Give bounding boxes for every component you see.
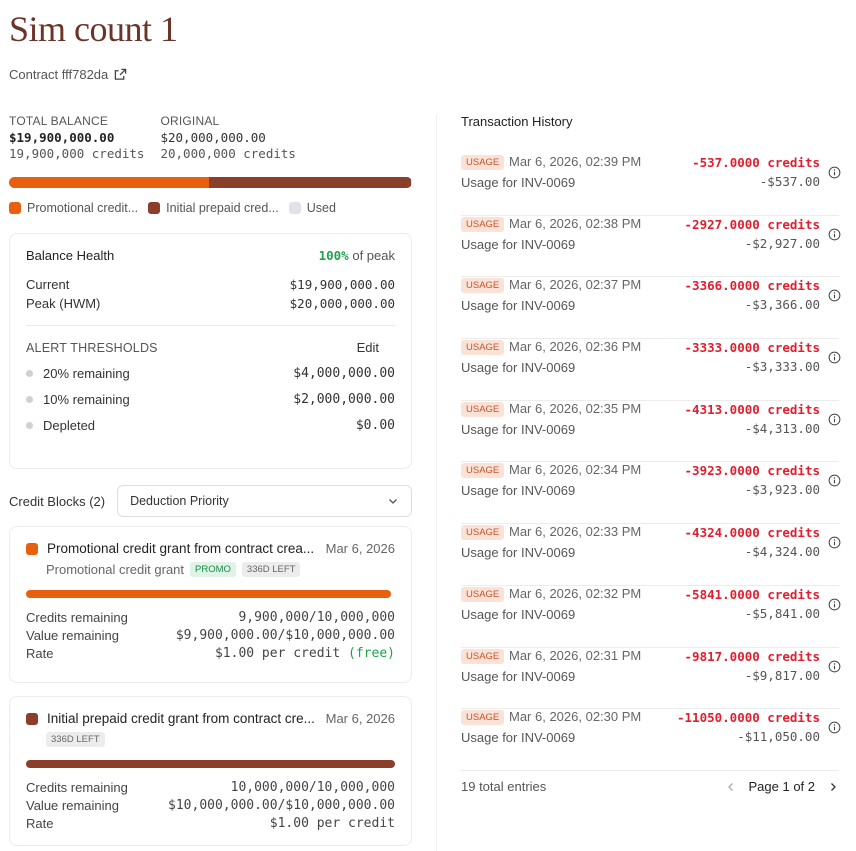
value-label: Value remaining	[26, 798, 119, 813]
transaction-usd: -$9,817.00	[744, 667, 820, 683]
external-link-icon[interactable]	[114, 68, 127, 81]
health-percent	[319, 248, 395, 263]
credit-block-prepaid[interactable]	[9, 696, 412, 846]
rate-free: (free)	[348, 646, 395, 661]
transaction-usd: -$4,313.00	[744, 420, 820, 436]
usage-badge: USAGE	[461, 710, 504, 725]
usage-badge: USAGE	[461, 649, 504, 664]
transaction-description: Usage for INV-0069	[461, 298, 576, 314]
current-row	[26, 277, 395, 292]
value-value: $10,000,000.00/$10,000,000.00	[168, 798, 395, 813]
transaction-description: Usage for INV-0069	[461, 360, 576, 376]
original-label: ORIGINAL	[160, 114, 220, 128]
credits-label: Credits remaining	[26, 780, 128, 795]
left-column	[9, 114, 412, 846]
transaction-description: Usage for INV-0069	[461, 730, 576, 746]
transaction-date: Mar 6, 2026, 02:32 PM	[509, 585, 642, 601]
chevron-right-icon[interactable]	[827, 781, 839, 793]
block-date: Mar 6, 2026	[325, 541, 395, 556]
threshold-row	[26, 418, 395, 433]
info-icon[interactable]	[828, 166, 841, 179]
transaction-row[interactable]	[461, 277, 839, 339]
transaction-list	[461, 154, 839, 771]
transaction-usd: -$2,927.00	[744, 235, 820, 251]
transaction-usd: -$3,923.00	[744, 482, 820, 498]
transaction-row[interactable]	[461, 339, 839, 401]
value-value: $9,900,000.00/$10,000,000.00	[175, 628, 395, 643]
transaction-usd: -$3,333.00	[744, 359, 820, 375]
transaction-date: Mar 6, 2026, 02:30 PM	[509, 709, 642, 725]
threshold-dot	[26, 422, 33, 429]
transaction-usd: -$4,324.00	[744, 544, 820, 560]
promotional-swatch	[26, 543, 38, 555]
edit-thresholds-button[interactable]: Edit	[356, 340, 379, 355]
legend-prepaid	[148, 201, 279, 215]
peak-row	[26, 296, 395, 311]
total-balance-value: $19,900,000.00	[9, 130, 115, 145]
health-title: Balance Health	[26, 248, 115, 263]
value-label: Value remaining	[26, 628, 119, 643]
chevron-down-icon	[387, 495, 399, 507]
transaction-date: Mar 6, 2026, 02:31 PM	[509, 647, 642, 663]
transaction-usd: -$3,366.00	[744, 297, 820, 313]
original-value: $20,000,000.00	[160, 130, 266, 145]
threshold-label: 10% remaining	[43, 392, 130, 407]
block-progress-bar	[26, 590, 391, 598]
credit-block-promotional[interactable]	[9, 526, 412, 683]
transaction-description: Usage for INV-0069	[461, 421, 576, 437]
threshold-row	[26, 366, 395, 381]
peak-label: Peak (HWM)	[26, 296, 101, 311]
promotional-segment	[9, 177, 209, 188]
prepaid-segment	[209, 177, 411, 188]
info-icon[interactable]	[828, 536, 841, 549]
transaction-usd: -$11,050.00	[737, 729, 820, 745]
peak-value: $20,000,000.00	[289, 296, 395, 311]
threshold-value: $0.00	[355, 418, 395, 433]
credit-blocks-header	[9, 485, 412, 517]
usage-badge: USAGE	[461, 587, 504, 602]
transaction-description: Usage for INV-0069	[461, 668, 576, 684]
transaction-credits: -537.0000 credits	[692, 155, 820, 170]
select-value: Deduction Priority	[130, 494, 229, 508]
rate-label: Rate	[26, 816, 54, 831]
promotional-swatch	[9, 202, 21, 214]
legend-promotional	[9, 201, 138, 215]
transaction-history-title: Transaction History	[461, 114, 573, 129]
current-value: $19,900,000.00	[289, 277, 395, 292]
page-indicator: Page 1 of 2	[748, 779, 815, 794]
page-title: Sim count 1	[9, 9, 178, 49]
transaction-row[interactable]	[461, 462, 839, 524]
prepaid-swatch	[148, 202, 160, 214]
info-icon[interactable]	[828, 660, 841, 673]
transaction-row[interactable]	[461, 586, 839, 648]
transaction-usd: -$5,841.00	[744, 605, 820, 621]
balance-health-card	[9, 233, 412, 469]
pagination	[461, 779, 839, 794]
block-progress-bar	[26, 760, 395, 768]
block-subtitle: Promotional credit grant	[46, 562, 185, 577]
transaction-description: Usage for INV-0069	[461, 483, 576, 499]
transaction-credits: -3333.0000 credits	[684, 340, 820, 356]
threshold-list	[26, 366, 395, 433]
prepaid-swatch	[26, 713, 38, 725]
total-balance	[9, 114, 144, 161]
legend-label: Used	[306, 201, 336, 215]
transaction-row[interactable]	[461, 401, 839, 463]
transaction-date: Mar 6, 2026, 02:36 PM	[509, 339, 642, 355]
threshold-dot	[26, 370, 33, 377]
threshold-row	[26, 392, 395, 407]
threshold-label: Depleted	[43, 418, 96, 433]
contract-link[interactable]	[9, 67, 127, 82]
transaction-credits: -11050.0000 credits	[677, 710, 820, 726]
usage-badge: USAGE	[461, 217, 504, 232]
rate-value: $1.00 per credit	[214, 646, 341, 661]
transaction-description: Usage for INV-0069	[461, 236, 576, 252]
credits-value: 10,000,000/10,000,000	[230, 780, 395, 795]
alerts-label: ALERT THRESHOLDS	[26, 340, 158, 355]
threshold-value: $4,000,000.00	[293, 366, 395, 381]
block-name: Promotional credit grant from contract crea...	[47, 541, 315, 556]
block-name: Initial prepaid credit grant from contract cre...	[47, 711, 315, 726]
transaction-row[interactable]	[461, 709, 839, 771]
transaction-row[interactable]	[461, 524, 839, 586]
transaction-usd: -$537.00	[759, 174, 820, 189]
block-date: Mar 6, 2026	[325, 711, 395, 726]
usage-badge: USAGE	[461, 525, 504, 540]
transaction-row[interactable]	[461, 154, 839, 216]
rate-value: $1.00 per credit	[269, 816, 395, 831]
original-balance	[160, 114, 295, 161]
legend-label: Promotional credit...	[27, 201, 139, 215]
transaction-description: Usage for INV-0069	[461, 175, 576, 190]
usage-badge: USAGE	[461, 402, 504, 417]
transaction-description: Usage for INV-0069	[461, 545, 576, 561]
info-icon[interactable]	[828, 351, 841, 364]
info-icon[interactable]	[828, 289, 841, 302]
transaction-credits: -9817.0000 credits	[684, 648, 820, 664]
balance-summary	[9, 114, 412, 161]
usage-badge: USAGE	[461, 278, 504, 293]
transaction-date: Mar 6, 2026, 02:33 PM	[509, 524, 642, 540]
chevron-left-icon[interactable]	[725, 781, 737, 793]
credits-value: 9,900,000/10,000,000	[238, 610, 395, 625]
days-left-tag: 336D LEFT	[242, 562, 301, 577]
current-label: Current	[26, 277, 70, 292]
transaction-credits: -4313.0000 credits	[684, 401, 820, 417]
usage-badge: USAGE	[461, 340, 504, 355]
transaction-date: Mar 6, 2026, 02:37 PM	[509, 277, 642, 293]
rate-label: Rate	[26, 646, 54, 661]
transaction-credits: -3366.0000 credits	[684, 278, 820, 294]
info-icon[interactable]	[828, 413, 841, 426]
divider	[26, 325, 395, 326]
column-divider	[436, 114, 437, 851]
info-icon[interactable]	[828, 721, 841, 734]
transaction-credits: -3923.0000 credits	[684, 463, 820, 479]
info-icon[interactable]	[828, 598, 841, 611]
transaction-date: Mar 6, 2026, 02:38 PM	[509, 215, 642, 231]
info-icon[interactable]	[828, 228, 841, 241]
credits-label: Credits remaining	[26, 610, 128, 625]
transaction-history	[461, 114, 839, 771]
alerts-header	[26, 340, 395, 355]
threshold-value: $2,000,000.00	[293, 392, 395, 407]
transaction-date: Mar 6, 2026, 02:35 PM	[509, 400, 642, 416]
total-entries: 19 total entries	[461, 779, 547, 794]
used-swatch	[289, 202, 301, 214]
threshold-label: 20% remaining	[43, 366, 130, 381]
transaction-credits: -4324.0000 credits	[684, 525, 820, 541]
transaction-date: Mar 6, 2026, 02:39 PM	[509, 154, 642, 169]
transaction-credits: -5841.0000 credits	[684, 586, 820, 602]
deduction-priority-select[interactable]	[117, 485, 412, 517]
original-credits: 20,000,000 credits	[160, 146, 296, 161]
promo-tag: PROMO	[190, 562, 236, 577]
legend-label: Initial prepaid cred...	[166, 201, 279, 215]
percent-value: 100%	[318, 248, 349, 263]
total-balance-credits: 19,900,000 credits	[9, 146, 145, 161]
balance-legend	[9, 201, 412, 215]
percent-suffix: of peak	[352, 248, 395, 263]
info-icon[interactable]	[828, 474, 841, 487]
transaction-row[interactable]	[461, 216, 839, 278]
transaction-description: Usage for INV-0069	[461, 606, 576, 622]
days-left-tag: 336D LEFT	[46, 732, 105, 747]
total-balance-label: TOTAL BALANCE	[9, 114, 109, 128]
transaction-credits: -2927.0000 credits	[684, 216, 820, 232]
transaction-date: Mar 6, 2026, 02:34 PM	[509, 462, 642, 478]
contract-label: Contract fff782da	[9, 67, 109, 82]
usage-badge: USAGE	[461, 463, 504, 478]
legend-used	[289, 201, 336, 215]
credit-blocks-title: Credit Blocks (2)	[9, 493, 106, 509]
transaction-row[interactable]	[461, 648, 839, 710]
threshold-dot	[26, 396, 33, 403]
balance-bar	[9, 177, 412, 188]
usage-badge: USAGE	[461, 155, 504, 170]
